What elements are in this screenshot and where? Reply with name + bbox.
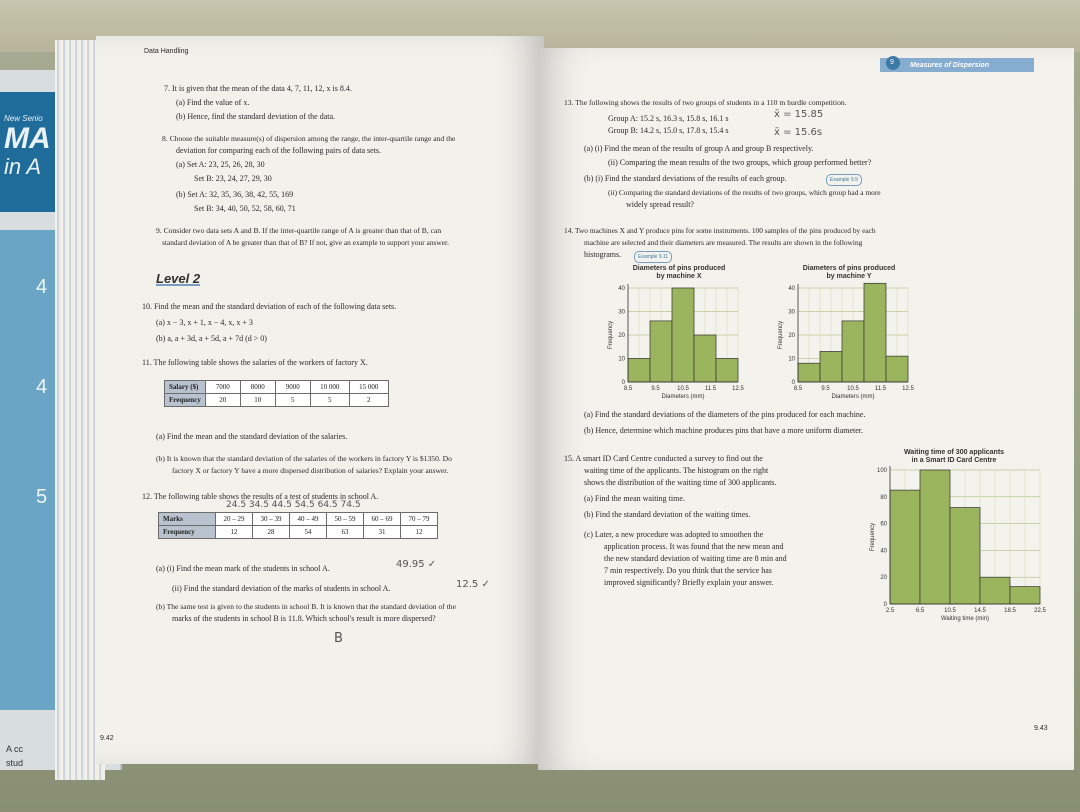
chart-title: Waiting time of 300 applicants bbox=[903, 449, 1005, 456]
x-tick-label: 9.5 bbox=[651, 386, 660, 392]
x-tick-label: 18.5 bbox=[1004, 608, 1016, 614]
sidebar-number: 4 bbox=[36, 376, 48, 398]
histogram-bar bbox=[886, 356, 908, 382]
table-cell: 12 bbox=[216, 526, 253, 539]
table-cell: Marks bbox=[159, 513, 216, 526]
y-tick-label: 0 bbox=[621, 380, 625, 386]
handwritten-answer-b: B bbox=[334, 631, 343, 646]
x-axis-label: Waiting time (min) bbox=[940, 616, 990, 622]
q14-line3: histograms. bbox=[584, 250, 622, 259]
x-tick-label: 6.5 bbox=[915, 608, 925, 614]
chart-title: by machine Y bbox=[826, 273, 872, 280]
histogram-bar bbox=[672, 288, 694, 382]
q13-a-i: (a) (i) Find the mean of the results of group A and group B respectively. bbox=[584, 144, 814, 153]
table-cell: 20 – 29 bbox=[216, 513, 253, 526]
table-cell: 7000 bbox=[205, 381, 240, 394]
histogram-bar bbox=[820, 351, 842, 382]
q13-b-ii-2: widely spread result? bbox=[626, 200, 694, 209]
table-cell: 31 bbox=[364, 526, 401, 539]
x-tick-label: 11.5 bbox=[874, 386, 887, 392]
q15-line: 15. A smart ID Card Centre conducted a survey to find out the bbox=[564, 454, 763, 463]
histogram-machine-y bbox=[764, 262, 934, 404]
y-tick-label: 80 bbox=[880, 494, 887, 501]
q8-a2: Set B: 23, 24, 27, 29, 30 bbox=[194, 174, 272, 183]
y-tick-label: 10 bbox=[618, 356, 625, 363]
bottom-text-1: A cc bbox=[6, 744, 24, 754]
y-tick-label: 30 bbox=[788, 309, 795, 316]
histogram-bar bbox=[798, 363, 820, 382]
y-tick-label: 10 bbox=[788, 356, 795, 363]
q15-c3: the new standard deviation of waiting time are 8 min and bbox=[604, 554, 787, 563]
histogram-bar bbox=[950, 508, 980, 604]
handwritten-midpoints: 24.5 34.5 44.5 54.5 64.5 74.5 bbox=[226, 500, 361, 510]
histogram-bar bbox=[920, 470, 950, 604]
table-row bbox=[165, 381, 389, 394]
q9-line: 9. Consider two data sets A and B. If the inter-quartile range of A is greater than that of B, can bbox=[156, 226, 442, 235]
handwritten-mean-a: x̄ = 15.85 bbox=[774, 109, 824, 120]
handwritten-answer-i: 49.95 ✓ bbox=[396, 559, 437, 570]
x-tick-label: 8.5 bbox=[793, 386, 803, 392]
table-row bbox=[159, 513, 438, 526]
q12-a-i: (a) (i) Find the mean mark of the students in school A. bbox=[156, 564, 330, 573]
y-axis-label: Frequency bbox=[778, 320, 784, 350]
table-cell: 28 bbox=[253, 526, 290, 539]
example-tag: Example 9.9 bbox=[826, 174, 862, 186]
q15-line2: waiting time of the applicants. The histogram on the right bbox=[584, 466, 769, 475]
table-cell: 20 bbox=[205, 394, 240, 407]
y-tick-label: 20 bbox=[788, 333, 795, 339]
y-tick-label: 60 bbox=[880, 521, 887, 528]
q13-b-i: (b) (i) Find the standard deviations of the results of each group. bbox=[584, 174, 787, 183]
x-tick-label: 14.5 bbox=[974, 608, 986, 614]
histogram-bar bbox=[864, 283, 886, 382]
y-tick-label: 30 bbox=[618, 309, 625, 316]
q12-line: 12. The following table shows the results of a test of students in school A. bbox=[142, 492, 379, 501]
table-cell: 30 – 39 bbox=[253, 513, 290, 526]
x-tick-label: 2.5 bbox=[885, 608, 895, 614]
q13-groupA: Group A: 15.2 s, 16.3 s, 15.8 s, 16.1 s bbox=[608, 114, 729, 123]
q11-a: (a) Find the mean and the standard deviation of the salaries. bbox=[156, 432, 348, 441]
x-tick-label: 12.5 bbox=[732, 386, 744, 392]
chart-title: in a Smart ID Card Centre bbox=[911, 457, 997, 464]
histogram-bar bbox=[628, 359, 650, 383]
handwritten-mean-b: x̄ = 15.6s bbox=[774, 127, 823, 138]
bottom-text-2: stud bbox=[6, 758, 24, 768]
x-tick-label: 11.5 bbox=[704, 386, 717, 392]
x-tick-label: 22.5 bbox=[1034, 608, 1046, 614]
table-cell: 15 000 bbox=[349, 381, 388, 394]
x-tick-label: 10.5 bbox=[944, 608, 956, 614]
q7-line: 7. It is given that the mean of the data 4, 7, 11, 12, x is 8.4. bbox=[164, 84, 352, 93]
q15-line3: shows the distribution of the waiting time of 300 applicants. bbox=[584, 478, 777, 487]
background-book-sidebar bbox=[0, 230, 60, 710]
table-cell: 2 bbox=[349, 394, 388, 407]
q12-b2: marks of the students in school B is 11.8. Which school's result is more dispersed? bbox=[172, 614, 436, 623]
q15-c2: application process. It was found that the new mean and bbox=[604, 542, 784, 551]
table-cell: 5 bbox=[310, 394, 349, 407]
salary-table bbox=[164, 380, 389, 407]
x-tick-label: 10.5 bbox=[847, 386, 859, 392]
table-cell: 12 bbox=[401, 526, 438, 539]
y-axis-label: Frequency bbox=[608, 320, 614, 350]
histogram-bar bbox=[694, 335, 716, 382]
chart-title: by machine X bbox=[656, 273, 702, 280]
x-axis-label: Diameters (mm) bbox=[661, 394, 705, 400]
table-cell: 70 – 79 bbox=[401, 513, 438, 526]
histogram-bar bbox=[650, 321, 672, 382]
left-page bbox=[96, 36, 544, 764]
q7-b: (b) Hence, find the standard deviation of the data. bbox=[176, 112, 336, 121]
q14-a: (a) Find the standard deviations of the diameters of the pins produced for each machine. bbox=[584, 410, 866, 419]
table-cell: 10 000 bbox=[310, 381, 349, 394]
q8-a: (a) Set A: 23, 25, 26, 28, 30 bbox=[176, 160, 265, 169]
y-tick-label: 40 bbox=[788, 286, 795, 292]
table-cell: 54 bbox=[290, 526, 327, 539]
q8-line: 8. Choose the suitable measure(s) of dispersion among the range, the inter-quartile range and the bbox=[162, 134, 456, 143]
sidebar-number: 4 bbox=[36, 276, 48, 298]
chart-title: Diameters of pins produced bbox=[802, 265, 896, 272]
q15-c5: improved significantly? Briefly explain your answer. bbox=[604, 578, 774, 587]
table-cell: 40 – 49 bbox=[290, 513, 327, 526]
x-axis-label: Diameters (mm) bbox=[831, 394, 875, 400]
q12-b: (b) The same test is given to the students in school B. It is known that the standard deviation of the bbox=[156, 602, 456, 611]
table-cell: Salary ($) bbox=[165, 381, 206, 394]
q11-line: 11. The following table shows the salaries of the workers of factory X. bbox=[142, 358, 368, 367]
histogram-waiting-time bbox=[854, 446, 1054, 632]
table-cell: Frequency bbox=[159, 526, 216, 539]
right-page-number: 9.43 bbox=[1034, 725, 1048, 732]
y-tick-label: 0 bbox=[791, 380, 795, 386]
chart-title: Diameters of pins produced bbox=[632, 265, 726, 272]
x-tick-label: 8.5 bbox=[623, 386, 633, 392]
y-tick-label: 20 bbox=[880, 575, 887, 582]
q9-line2: standard deviation of A be greater than that of B? If not, give an example to support your answer. bbox=[162, 238, 449, 247]
q11-b: (b) It is known that the standard deviation of the salaries of the workers in factory Y is $1350. Do bbox=[156, 454, 452, 463]
table-cell: 8000 bbox=[240, 381, 275, 394]
q11-b2: factory X or factory Y have a more dispersed distribution of salaries? Explain your answer. bbox=[172, 466, 449, 475]
cover-text-3: in A bbox=[4, 154, 42, 179]
q13-b-ii: (ii) Comparing the standard deviations of the results of two groups, which group had a more bbox=[608, 188, 881, 197]
q8-line2: deviation for comparing each of the following pairs of data sets. bbox=[176, 146, 382, 155]
histogram-bar bbox=[842, 321, 864, 382]
q13-groupB: Group B: 14.2 s, 15.0 s, 17.8 s, 15.4 s bbox=[608, 126, 729, 135]
q14-b: (b) Hence, determine which machine produces pins that have a more uniform diameter. bbox=[584, 426, 864, 435]
table-cell: 5 bbox=[275, 394, 310, 407]
q15-c4: 7 min respectively. Do you think that the service has bbox=[604, 566, 772, 575]
sidebar-number: 5 bbox=[36, 486, 48, 508]
q13-a-ii: (ii) Comparing the mean results of the two groups, which group performed better? bbox=[608, 158, 872, 167]
q8-b2: Set B: 34, 40, 50, 52, 58, 60, 71 bbox=[194, 204, 296, 213]
table-row bbox=[159, 526, 438, 539]
level-label: Level 2 bbox=[156, 271, 201, 286]
cover-text-1: New Senio bbox=[4, 114, 43, 123]
chapter-number: 9 bbox=[890, 59, 894, 66]
y-tick-label: 40 bbox=[618, 286, 625, 292]
right-page bbox=[538, 48, 1074, 770]
q10-b: (b) a, a + 3d, a + 5d, a + 7d (d > 0) bbox=[156, 334, 267, 343]
q13-line: 13. The following shows the results of two groups of students in a 110 m hurdle competition. bbox=[564, 98, 847, 107]
example-tag: Example 9.11 bbox=[634, 251, 672, 263]
q10-line: 10. Find the mean and the standard deviation of each of the following data sets. bbox=[142, 302, 397, 311]
histogram-bar bbox=[716, 359, 738, 383]
table-cell: 10 bbox=[240, 394, 275, 407]
y-axis-label: Frequency bbox=[870, 522, 876, 552]
x-tick-label: 9.5 bbox=[821, 386, 830, 392]
q12-a-ii: (ii) Find the standard deviation of the marks of students in school A. bbox=[172, 584, 391, 593]
table-cell: Frequency bbox=[165, 394, 206, 407]
marks-table bbox=[158, 512, 438, 539]
y-tick-label: 20 bbox=[618, 333, 625, 339]
histogram-machine-x bbox=[594, 262, 764, 404]
x-tick-label: 10.5 bbox=[677, 386, 689, 392]
q15-c: (c) Later, a new procedure was adopted to smoothen the bbox=[584, 530, 764, 539]
histogram-bar bbox=[980, 577, 1010, 604]
left-page-number: 9.42 bbox=[100, 735, 114, 742]
q10-a: (a) x − 3, x + 1, x − 4, x, x + 3 bbox=[156, 318, 253, 327]
right-header: Measures of Dispersion bbox=[910, 62, 989, 69]
q15-a: (a) Find the mean waiting time. bbox=[584, 494, 685, 503]
cover-text-2: MA bbox=[4, 122, 51, 155]
table-cell: 50 – 59 bbox=[327, 513, 364, 526]
table-cell: 9000 bbox=[275, 381, 310, 394]
y-tick-label: 40 bbox=[880, 548, 887, 555]
chapter-tab bbox=[886, 56, 900, 70]
table-cell: 60 – 69 bbox=[364, 513, 401, 526]
q8-b: (b) Set A: 32, 35, 36, 38, 42, 55, 169 bbox=[176, 190, 294, 199]
histogram-bar bbox=[1010, 587, 1040, 604]
y-tick-label: 0 bbox=[883, 602, 887, 608]
q14-line: 14. Two machines X and Y produce pins for some instruments. 100 samples of the pins produced by each bbox=[564, 226, 876, 235]
y-tick-label: 100 bbox=[876, 468, 887, 474]
x-tick-label: 12.5 bbox=[902, 386, 914, 392]
table-cell: 63 bbox=[327, 526, 364, 539]
left-header: Data Handling bbox=[144, 48, 189, 55]
q14-line2: machine are selected and their diameters are measured. The results are shown in the following bbox=[584, 238, 863, 247]
histogram-bar bbox=[890, 490, 920, 604]
table-row bbox=[165, 394, 389, 407]
handwritten-answer-ii: 12.5 ✓ bbox=[456, 579, 490, 590]
q15-b: (b) Find the standard deviation of the waiting times. bbox=[584, 510, 751, 519]
q7-a: (a) Find the value of x. bbox=[176, 98, 250, 107]
